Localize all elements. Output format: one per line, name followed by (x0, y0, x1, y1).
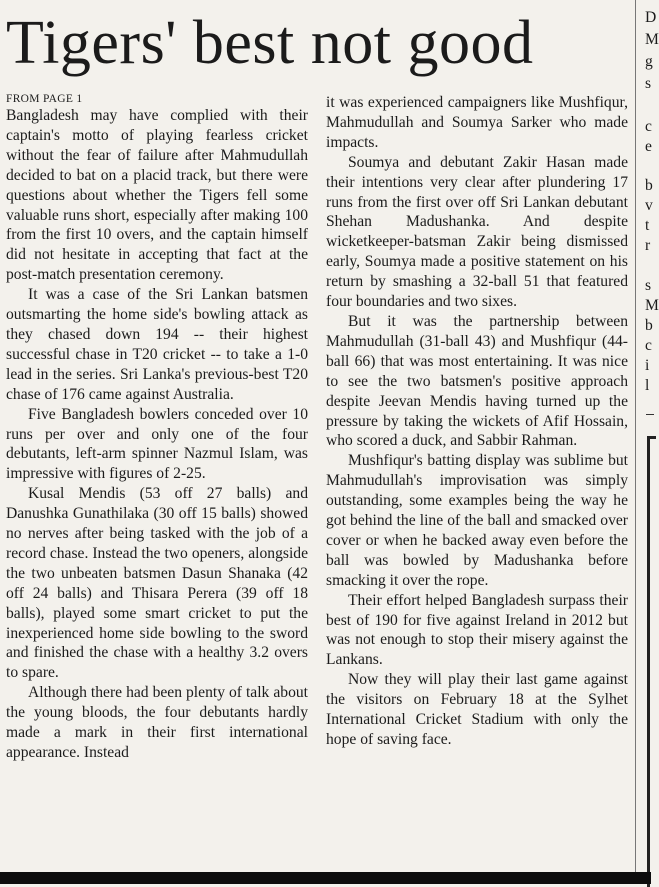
article-column-2 (326, 93, 628, 750)
edge-fragment: l (645, 377, 650, 394)
paragraph: Bangladesh may have complied with their captain's motto of playing fearless cricket without the fear of failure after Mahmudullah decided to bat on a placid track, but there were questions about whether the Tigers fell some valuable runs short, especially after making 100 from the first 10 overs, and the captain himself did not hesitate in accepting that fact at the post-match presentation ceremony. (6, 107, 308, 284)
paragraph: Five Bangladesh bowlers conceded over 10 runs per over and only one of the four debutants, left-arm spinner Nazmul Islam, was impressive with figures of 2-25. (6, 405, 308, 483)
edge-fragment: t (645, 217, 650, 234)
article-column-1 (6, 92, 308, 763)
edge-fragment: s (645, 75, 652, 92)
adjacent-box-border (647, 436, 656, 887)
edge-fragment: r (645, 237, 651, 254)
paragraph: Now they will play their last game against the visitors on February 18 at the Sylhet International Cricket Stadium with only the hope of saving face. (326, 671, 628, 748)
paragraph: But it was the partnership between Mahmudullah (31-ball 43) and Mushfiqur (44-ball 66) that was most entertaining. It was nice to see the two batsmen's positive approach despite Jeevan Mendis having turned up the pressure by taking the wickets of Afif Hossain, who scored a duck, and Sabbir Rahman. (326, 312, 628, 450)
edge-fragment: g (645, 53, 653, 70)
column-rule (635, 0, 636, 884)
divider (646, 414, 654, 415)
edge-fragment: b (645, 317, 653, 334)
paragraph: Although there had been plenty of talk about the young bloods, the four debutants hardly made a mark in their first international appearance. Instead (6, 684, 308, 761)
paragraph: Kusal Mendis (53 off 27 balls) and Danushka Gunathilaka (30 off 15 balls) showed no nerves after being tasked with the job of a record chase. Instead the two openers, alongside the two unbeaten batsmen Dasun Shanaka (42 off 24 balls) and Thisara Perera (39 off 18 balls), played some smart cricket to put the inexperienced home side bowling to the sword and finished the chase with a healthy 3.2 overs to spare. (6, 485, 308, 682)
paragraph: It was a case of the Sri Lankan batsmen outsmarting the home side's bowling attack as they chased down 194 -- their highest successful chase in T20 cricket -- to take a 1-0 lead in the series. Sri Lanka's previous-best T20 chase of 176 came against Australia. (6, 286, 308, 403)
edge-fragment: b (645, 177, 653, 194)
edge-fragment: M (645, 31, 659, 48)
edge-fragment: v (645, 197, 653, 214)
paragraph: it was experienced campaigners like Mushfiqur, Mahmudullah and Soumya Sarker who made impacts. (326, 94, 628, 151)
kicker: FROM PAGE 1 (6, 93, 83, 105)
bottom-border (0, 872, 651, 884)
paragraph: Soumya and debutant Zakir Hasan made their intentions very clear after plundering 17 runs from the first over off Sri Lankan debutant Shehan Madushanka. And despite wicketkeeper-batsman Zakir being dismissed early, Soumya made a positive statement on his return by smashing a 32-ball 51 that featured four boundaries and two sixes. (326, 153, 628, 311)
paragraph: Their effort helped Bangladesh surpass their best of 190 for five against Ireland in 2012 but was not enough to stop their misery against the Lankans. (326, 591, 628, 669)
edge-fragment: c (645, 118, 652, 135)
edge-fragment: c (645, 337, 652, 354)
headline: Tigers' best not good (6, 9, 534, 77)
edge-fragment: D (645, 9, 657, 26)
edge-fragment: s (645, 277, 652, 294)
paragraph: Mushfiqur's batting display was sublime but Mahmudullah's improvisation was simply outstanding, some examples being the way he got behind the line of the ball and smacked over cover or when he backed away even before the ball was bowled by Madushanka before smacking it over the rope. (326, 452, 628, 589)
edge-fragment: i (645, 357, 650, 374)
edge-fragment: M (645, 297, 659, 314)
edge-fragment: e (645, 138, 652, 155)
